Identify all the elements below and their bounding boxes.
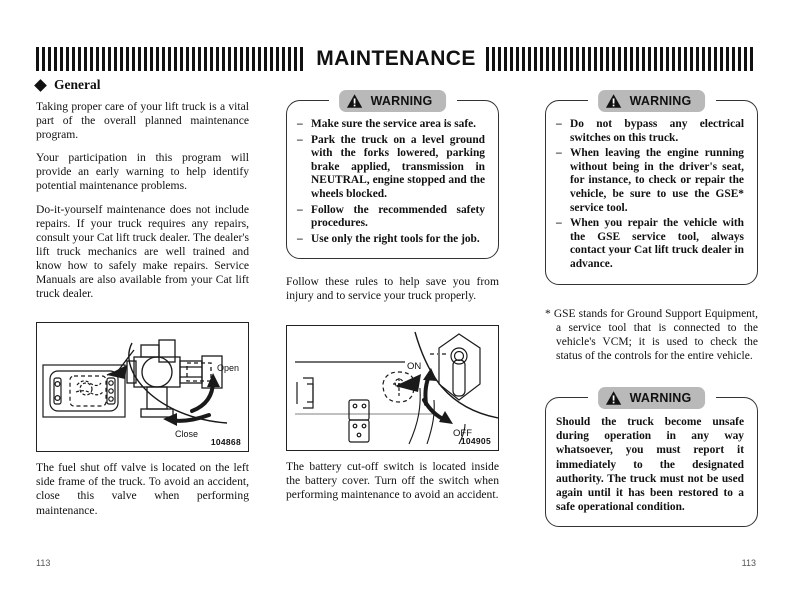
warning-item: – Follow the recommended safety procedures. (297, 204, 485, 231)
warning-item: – When leaving the engine running without being in the driver's seat, for instance, to check or repair the vehicle, be sure to use the GSE* service tool. (556, 147, 744, 215)
warning-box-service-area (286, 94, 499, 259)
page-title: MAINTENANCE (316, 47, 476, 70)
right-column (545, 94, 758, 527)
middle-paragraph: Follow these rules to help save you from injury and to service your truck properly. (286, 275, 499, 303)
section-heading-label: General (54, 77, 101, 92)
battery-switch-illustration (287, 326, 498, 450)
warning-badge (598, 387, 706, 409)
page-number-right: 113 (741, 558, 756, 568)
warning-badge-label: WARNING (629, 390, 692, 405)
figure-number-left: 104868 (210, 437, 241, 448)
warning-badge-label: WARNING (629, 94, 692, 108)
gse-footnote: * GSE stands for Ground Support Equipment, a service tool that is connected to the vehicle's VCM; it is used to check the status of the controls for the entire vehicle. (545, 307, 758, 362)
fuel-valve-illustration (37, 323, 248, 451)
left-figure-caption: The fuel shut off valve is located on the left side frame of the truck. To avoid an accident, close this valve when performing maintenance. (36, 461, 249, 517)
header-rule-left (36, 47, 306, 71)
warning-triangle-icon (605, 390, 622, 406)
figure-number-middle: 104905 (460, 435, 491, 446)
warning-triangle-icon (346, 93, 363, 109)
diamond-bullet-icon (34, 79, 47, 92)
svg-text:OFF: OFF (453, 427, 472, 439)
warning-item: – Do not bypass any electrical switches on this truck. (556, 118, 744, 145)
warning-list-service-area (297, 118, 485, 246)
left-paragraph-3: Do-it-yourself maintenance does not include repairs. If your truck requires any repairs, consult your Cat lift truck dealer. The dealer's lift truck mechanics are well trained and know how to safely make repairs. Service Manuals are also available from your Cat lift truck dealer. (36, 202, 249, 301)
warning-item: – Park the truck on a level ground with the forks lowered, parking brake applied, transmission in NEUTRAL, engine stopped and the wheels blocked. (297, 134, 485, 202)
warning-badge-label: WARNING (370, 94, 433, 108)
page-number-left: 113 (36, 558, 51, 568)
warning-box-electrical (545, 94, 758, 285)
section-heading (36, 77, 101, 93)
warning-item: – When you repair the vehicle with the GSE service tool, always contact your Cat lift truck dealer in advance. (556, 217, 744, 271)
header-rule-right (486, 47, 756, 71)
warning-item: – Use only the right tools for the job. (297, 233, 485, 247)
warning-item: – Make sure the service area is safe. (297, 118, 485, 132)
warning-box-unsafe-truck (545, 390, 758, 527)
warning-triangle-icon (605, 93, 622, 109)
svg-text:Open: Open (217, 363, 240, 374)
svg-text:Close: Close (175, 429, 199, 440)
left-paragraph-2: Your participation in this program will provide an early warning to help identify potential maintenance problems. (36, 151, 249, 193)
left-paragraph-1: Taking proper care of your lift truck is a vital part of the overall planned maintenance program. (36, 100, 249, 142)
warning-badge (339, 90, 447, 112)
middle-figure-caption: The battery cut-off switch is located inside the battery cover. Turn off the switch when performing maintenance to avoid an accident. (286, 459, 499, 501)
fuel-shut-off-valve-figure (36, 322, 249, 452)
left-column (36, 100, 249, 518)
svg-text:ON: ON (407, 360, 422, 372)
warning-badge (598, 90, 706, 112)
warning-list-electrical (556, 118, 744, 272)
page-header-band (36, 46, 756, 72)
middle-column (286, 94, 499, 502)
battery-cut-off-switch-figure (286, 325, 499, 451)
warning-text-unsafe-truck: Should the truck become unsafe during operation in any way whatsoever, you must report it immediately to the designated authority. The truck must not be used again until it has been restored to a safe operational condition. (556, 415, 744, 514)
